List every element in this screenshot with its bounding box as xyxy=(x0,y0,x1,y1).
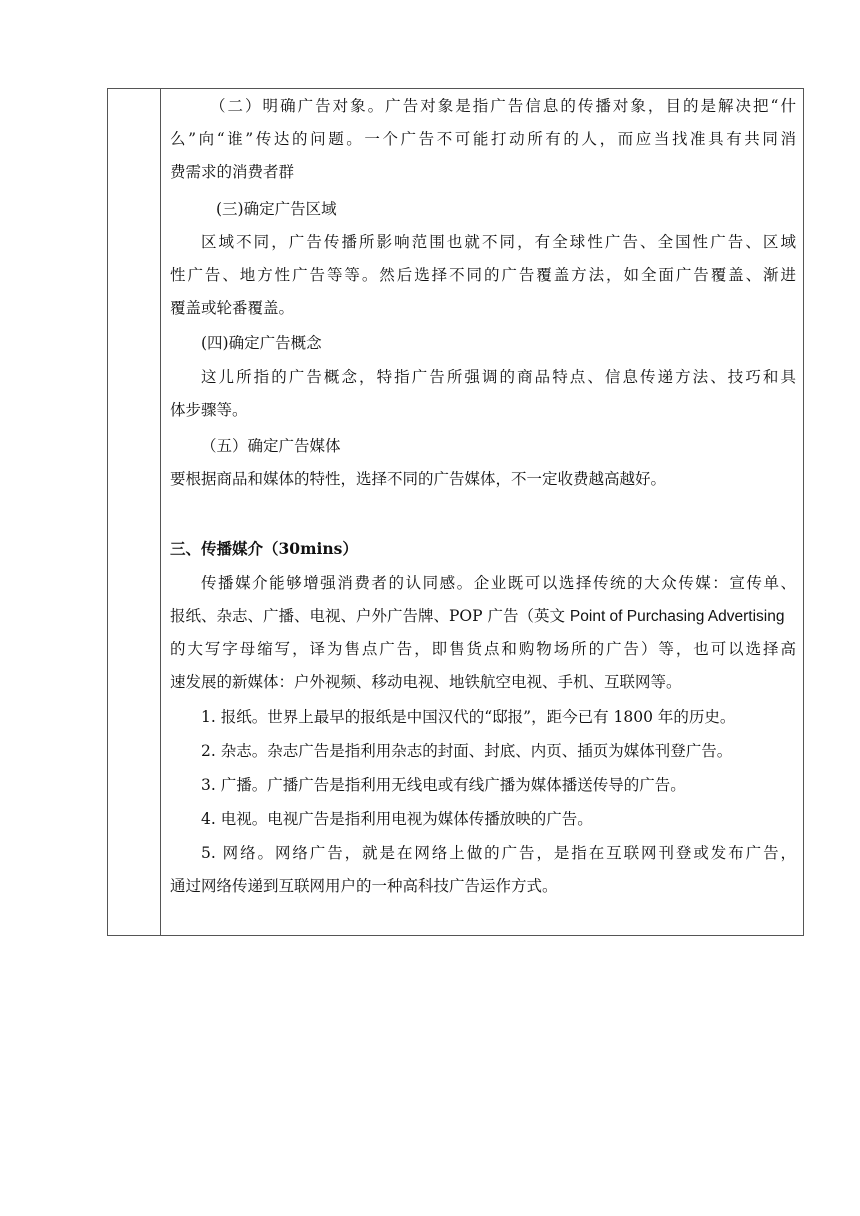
lesson-plan-table xyxy=(107,88,804,936)
subheading-ad-region: (三)确定广告区域 xyxy=(216,200,337,218)
subheading-ad-concept: (四)确定广告概念 xyxy=(201,334,322,352)
paragraph-media-intro-line-4: 速发展的新媒体：户外视频、移动电视、地铁航空电视、手机、互联网等。 xyxy=(170,673,682,691)
table-left-column-cell xyxy=(108,89,161,935)
paragraph-ad-region-line-3: 覆盖或轮番覆盖。 xyxy=(170,299,295,317)
pop-english-term: Point of Purchasing Advertising xyxy=(569,608,785,625)
paragraph-ad-region-line-1: 区域不同，广告传播所影响范围也就不同，有全球性广告、全国性广告、区域 xyxy=(201,233,796,251)
paragraph-media-intro-line-2-cn: 报纸、杂志、广播、电视、户外广告牌、POP 广告（英文 xyxy=(170,607,570,625)
paragraph-ad-region-line-2: 性广告、地方性广告等等。然后选择不同的广告覆盖方法，如全面广告覆盖、渐进 xyxy=(170,266,796,284)
list-item-internet-line-1: 5. 网络。网络广告，就是在网络上做的广告，是指在互联网刊登或发布广告， xyxy=(201,844,796,862)
table-content-cell xyxy=(162,89,803,935)
paragraph-media-intro-line-1: 传播媒介能够增强消费者的认同感。企业既可以选择传统的大众传媒：宣传单、 xyxy=(201,574,796,592)
paragraph-target-audience-line-1: （二）明确广告对象。广告对象是指广告信息的传播对象，目的是解决把“什 xyxy=(210,97,796,115)
list-item-newspaper: 1. 报纸。世界上最早的报纸是中国汉代的“邸报”，距今已有 1800 年的历史。 xyxy=(201,708,736,726)
paragraph-media-intro-line-2 xyxy=(170,605,796,628)
paragraph-target-audience-line-2: 么”向“谁”传达的问题。一个广告不可能打动所有的人，而应当找准具有共同消 xyxy=(170,130,796,148)
list-item-magazine: 2. 杂志。杂志广告是指利用杂志的封面、封底、内页、插页为媒体刊登广告。 xyxy=(201,742,733,760)
paragraph-ad-concept-line-1: 这儿所指的广告概念，特指广告所强调的商品特点、信息传递方法、技巧和具 xyxy=(201,368,796,386)
paragraph-target-audience-line-3: 费需求的消费者群 xyxy=(170,163,295,181)
subheading-ad-media: （五）确定广告媒体 xyxy=(201,437,341,455)
section-title-media: 三、传播媒介（30mins） xyxy=(170,539,358,558)
list-item-radio: 3. 广播。广播广告是指利用无线电或有线广播为媒体播送传导的广告。 xyxy=(201,776,686,794)
paragraph-ad-concept-line-2: 体步骤等。 xyxy=(170,401,248,419)
list-item-internet-line-2: 通过网络传递到互联网用户的一种高科技广告运作方式。 xyxy=(170,877,558,895)
paragraph-ad-media: 要根据商品和媒体的特性，选择不同的广告媒体，不一定收费越高越好。 xyxy=(170,470,667,488)
list-item-television: 4. 电视。电视广告是指利用电视为媒体传播放映的广告。 xyxy=(201,810,593,828)
paragraph-media-intro-line-3: 的大写字母缩写，译为售点广告，即售货点和购物场所的广告）等，也可以选择高 xyxy=(170,640,796,658)
